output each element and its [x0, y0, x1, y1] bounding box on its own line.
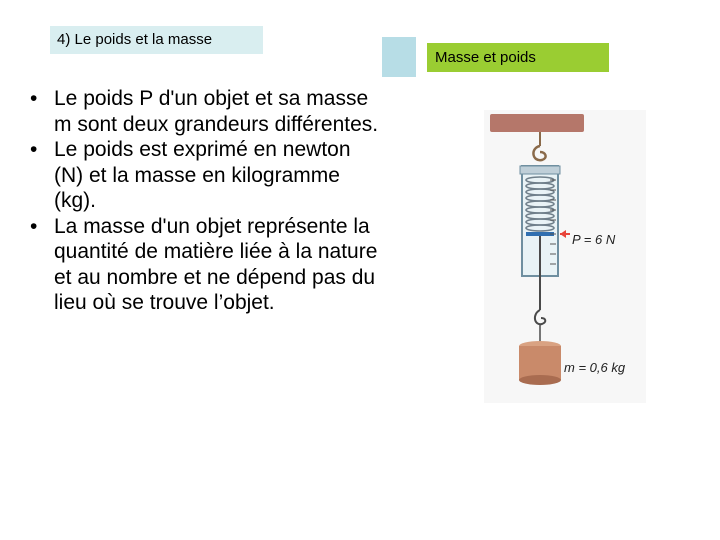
mass-label: m = 0,6 kg — [564, 360, 626, 375]
bullet-text: La masse d'un objet représente la quantité de matière liée à la nature et au nombre et ne dépend pas du lieu où se trouve l’objet. — [54, 214, 378, 314]
bullet-text: Le poids est exprimé en newton (N) et la masse en kilogramme (kg). — [54, 138, 351, 212]
ceiling-beam — [490, 114, 584, 132]
bullet-dot-icon: • — [30, 214, 38, 238]
dynamometer-figure — [484, 110, 646, 403]
mass-cylinder — [519, 346, 561, 380]
slide-title: 4) Le poids et la masse — [50, 26, 263, 54]
bullet-item — [30, 137, 380, 214]
bullet-item — [30, 86, 380, 137]
indicator-bar — [526, 232, 554, 236]
figure-caption-label: Masse et poids — [427, 43, 609, 72]
scale-cap — [520, 166, 560, 174]
decorative-square — [382, 37, 416, 77]
bullet-item — [30, 214, 380, 316]
weight-label: P = 6 N — [572, 232, 616, 247]
bullet-dot-icon: • — [30, 138, 38, 161]
mass-bottom — [519, 375, 561, 385]
bullet-dot-icon: • — [30, 87, 38, 110]
bullet-text: Le poids P d'un objet et sa masse m sont deux grandeurs différentes. — [54, 87, 379, 136]
bullet-list — [30, 86, 380, 316]
